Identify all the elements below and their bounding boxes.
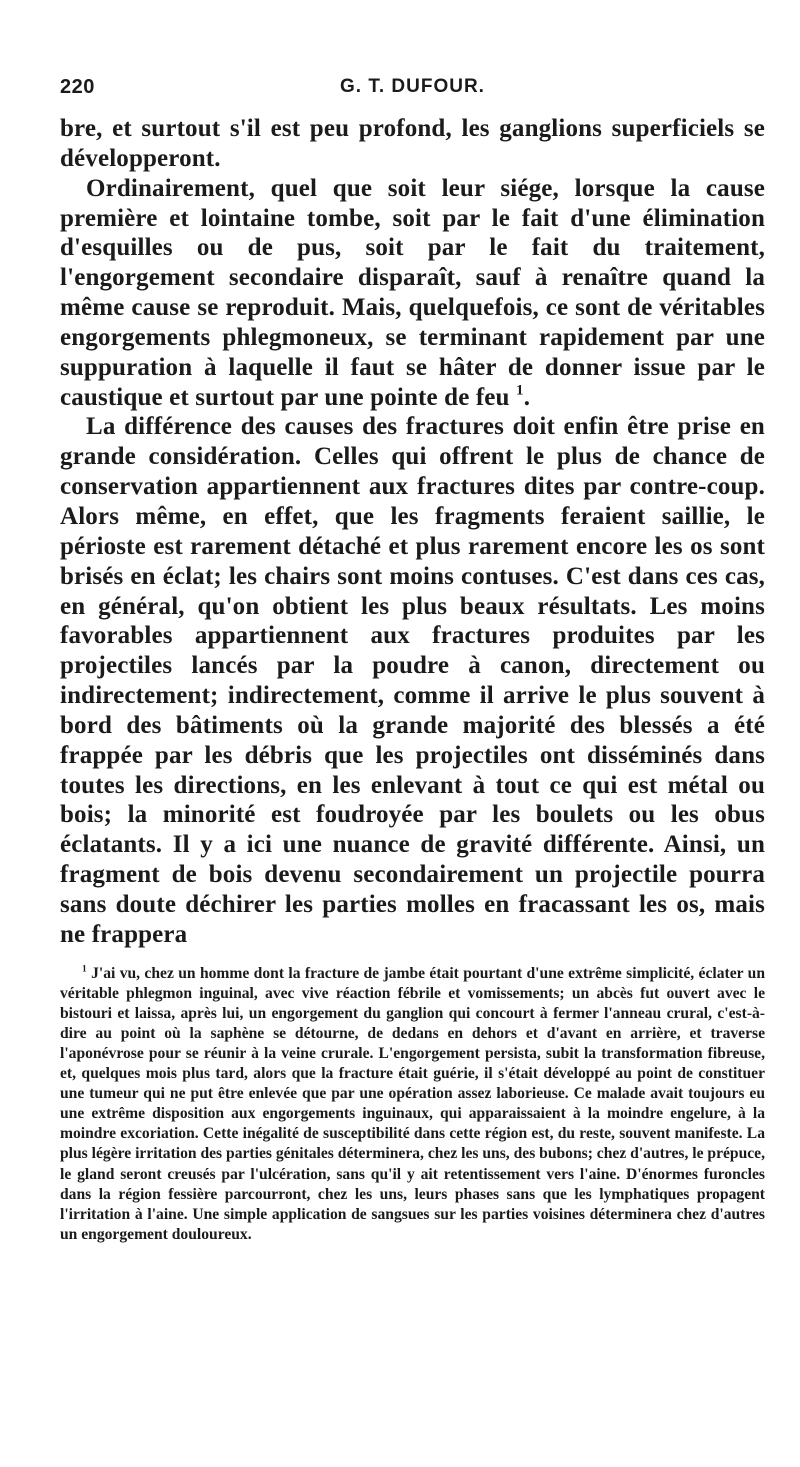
footnote-marker: 1 [82, 964, 87, 975]
paragraph-engorgement [60, 174, 765, 413]
running-head: G. T. DUFOUR. [340, 76, 485, 97]
paragraph-engorgement-text: Ordinairement, quel que soit leur siége, lorsque la cause première et lointaine tombe, soit par le fait d'une élimination d'esquilles ou de pus, soit par le fait du traitement, l'engorgement secondaire disparaît, sauf à renaître quand la même cause se reproduit. Mais, quelquefois, ce sont de véritables engorgements phlegmoneux, se terminant rapidement par une suppuration à laquelle il faut se hâter de donner issue par le caustique et surtout par une pointe de feu [60, 174, 765, 411]
paragraph-engorgement-end: . [523, 383, 531, 411]
book-page [60, 74, 765, 1245]
page-header [60, 74, 765, 114]
page-number: 220 [60, 76, 95, 98]
paragraph-continued: bre, et surtout s'il est peu profond, les ganglions superficiels se développeront. [60, 115, 765, 172]
footnotes [60, 964, 765, 1245]
footnote-1 [60, 964, 765, 1245]
footnote-reference: 1 [516, 382, 524, 399]
footnote-text: J'ai vu, chez un homme dont la fracture de jambe était pourtant d'une extrême simplicité, éclater un véritable phlegmon inguinal, avec vive réaction fébrile et vomissements; un abcès fut ouvert avec le bistouri et laissa, après lui, un engorgement du ganglion qui concourt à fermer l'anneau crural, c'est-à-dire au point où la saphène se détourne, de dedans en dehors et d'avant en arrière, et traverse l'aponévrose pour se réunir à la veine crurale. L'engorgement persista, subit la transformation fibreuse, et, quelques mois plus tard, alors que la fracture était guérie, il s'était développé au point de constituer une tumeur qui ne put être enlevée que par une opération assez laborieuse. Ce malade avait toujours eu une extrême disposition aux engorgements inguinaux, qui apparaissaient à la moindre engelure, à la moindre excoriation. Cette inégalité de susceptibilité dans cette région est, du reste, souvent manifeste. La plus légère irritation des parties génitales déterminera, chez les uns, des bubons; chez d'autres, le prépuce, le gland seront creusés par l'ulcération, sans qu'il y ait retentissement vers l'aine. D'énormes furoncles dans la région fessière parcourront, chez les uns, leurs phases sans que les lymphatiques propagent l'irritation à l'aine. Une simple application de sangsues sur les parties voisines déterminera chez d'autres un engorgement douloureux. [60, 964, 765, 1243]
main-text [60, 114, 765, 950]
paragraph-fracture-causes: La différence des causes des fractures doit enfin être prise en grande considération. Celles qui offrent le plus de chance de conservation appartiennent aux fractures dites par contre-coup. Alors même, en effet, que les fragments feraient saillie, le périoste est rarement détaché et plus rarement encore les os sont brisés en éclat; les chairs sont moins contuses. C'est dans ces cas, en général, qu'on obtient les plus beaux résultats. Les moins favorables appartiennent aux fractures produites par les projectiles lancés par la poudre à canon, directement ou indirectement; indirectement, comme il arrive le plus souvent à bord des bâtiments où la grande majorité des blessés a été frappée par les débris que les projectiles ont disséminés dans toutes les directions, en les enlevant à tout ce qui est métal ou bois; la minorité est foudroyée par les boulets ou les obus éclatants. Il y a ici une nuance de gravité différente. Ainsi, un fragment de bois devenu secondairement un projectile pourra sans doute déchirer les parties molles en fracassant les os, mais ne frappera [60, 413, 765, 948]
